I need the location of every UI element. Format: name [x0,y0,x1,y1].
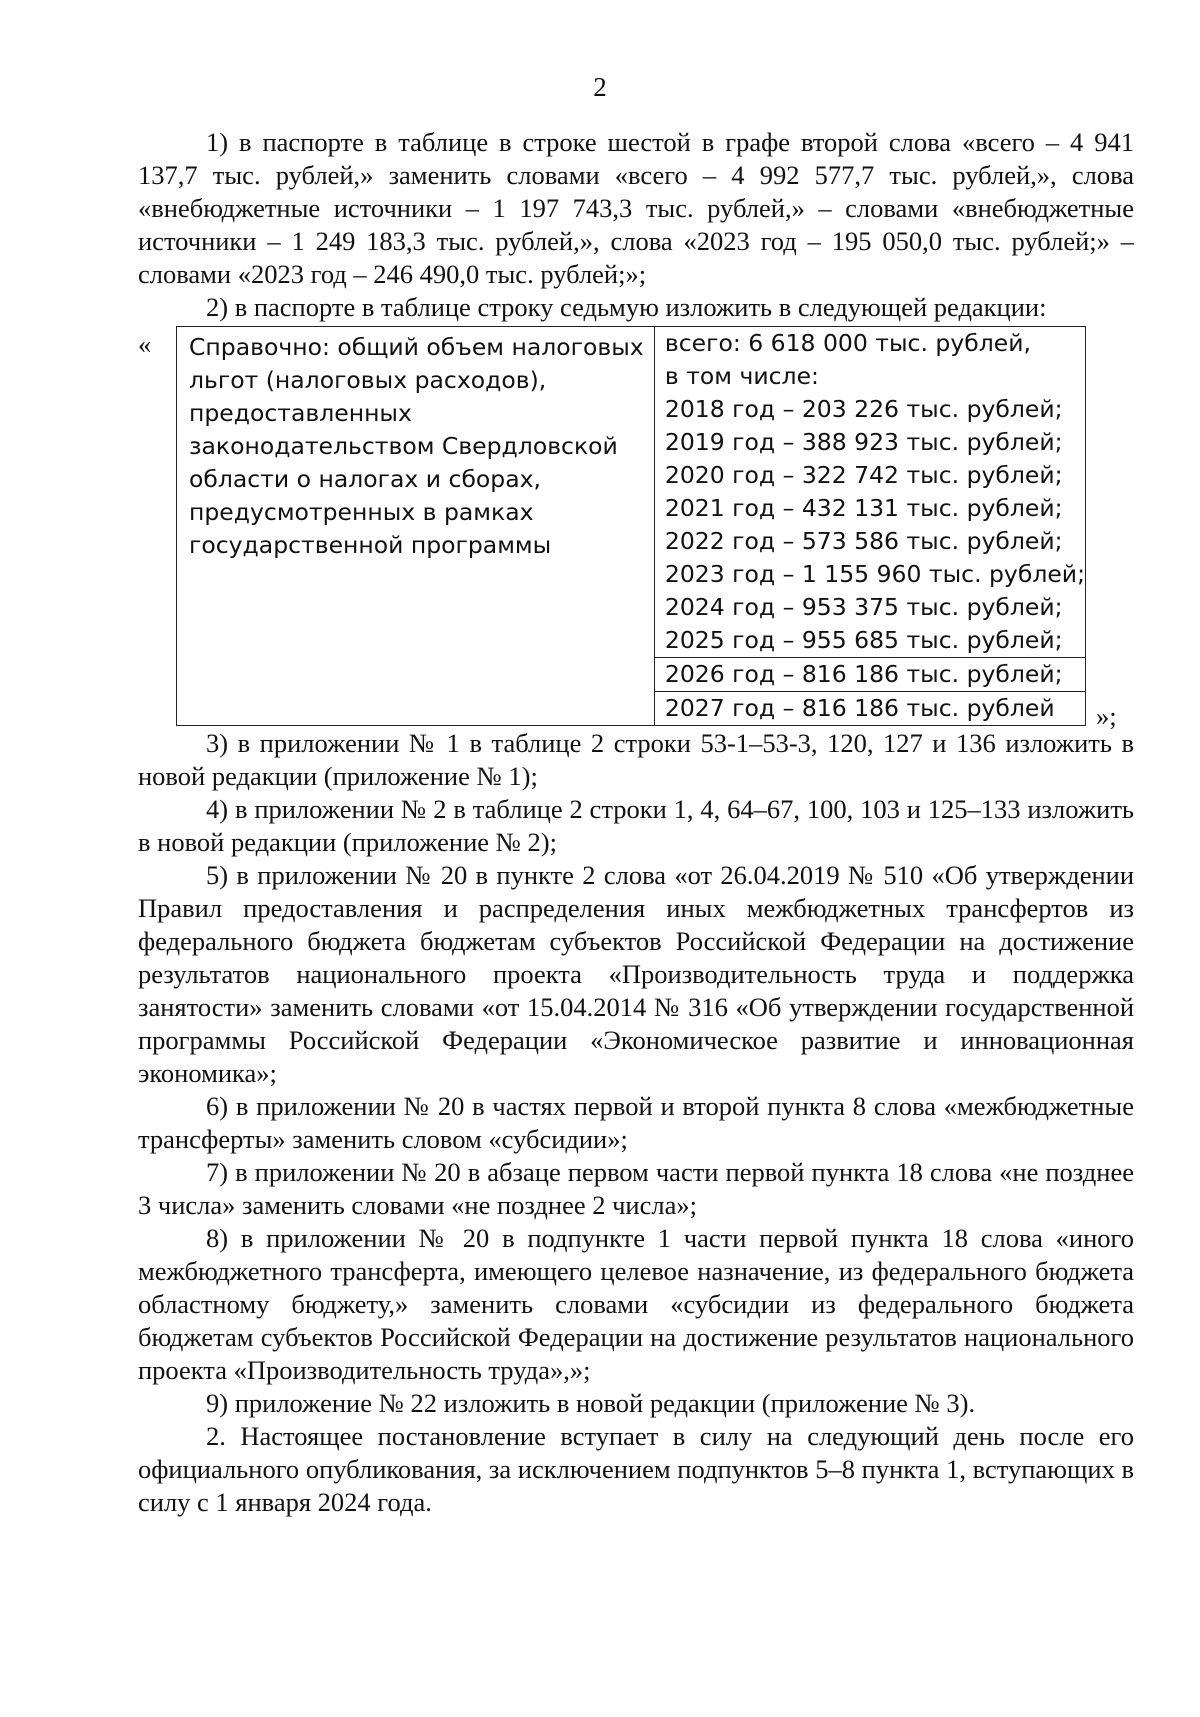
paragraph-item-3: 3) в приложении № 1 в таблице 2 строки 53-1–53-3, 120, 127 и 136 изложить в новой редакции (приложение № 1); [138,728,1134,791]
value-line: 2024 год – 953 375 тыс. рублей; [664,593,1063,621]
paragraph-item-1: 1) в паспорте в таблице в строке шестой в графе второй слова «всего – 4 941 137,7 тыс. рублей,» заменить словами «всего – 4 992 577,7 тыс. рублей,», слова «внебюджетные источники – 1 197 743,3 тыс. рублей,» – словами «внебюджетные источники – 1 249 183,3 тыс. рублей,», слова «2023 год – 195 050,0 тыс. рублей;» – словами «2023 год – 246 490,0 тыс. рублей;»; [138,127,1134,289]
document-body [138,126,1134,1519]
value-line: 2019 год – 388 923 тыс. рублей; [664,428,1063,456]
quote-close-mark: »; [1096,701,1117,731]
paragraph-item-6: 6) в приложении № 20 в частях первой и второй пункта 8 слова «межбюджетные трансферты» заменить словом «субсидии»; [138,1091,1134,1154]
paragraph-item-2: 2) в паспорте в таблице строку седьмую изложить в следующей редакции: [206,292,1047,322]
value-line: всего: 6 618 000 тыс. рублей, [664,329,1031,357]
paragraph-item-7: 7) в приложении № 20 в абзаце первом части первой пункта 18 слова «не позднее 3 числа» заменить словами «не позднее 2 числа»; [138,1157,1134,1220]
value-line: 2021 год – 432 131 тыс. рублей; [664,494,1063,522]
quote-open-mark: « [138,329,152,359]
value-line: 2018 год – 203 226 тыс. рублей; [664,395,1063,423]
paragraph-item-4: 4) в приложении № 2 в таблице 2 строки 1, 4, 64–67, 100, 103 и 125–133 изложить в новой редакции (приложение № 2); [138,794,1134,857]
table-cell-label: Справочно: общий объем налоговых льгот (налоговых расходов), предоставленных законодательством Свердловской области о налогах и сборах, предусмотренных в рамках государственной программы [177,327,655,726]
table-cell-values [654,327,1085,726]
value-line: 2020 год – 322 742 тыс. рублей; [664,461,1063,489]
table-row [177,327,1086,726]
paragraph-section-2: 2. Настоящее постановление вступает в силу на следующий день после его официального опубликования, за исключением подпунктов 5–8 пункта 1, вступающих в силу с 1 января 2024 года. [138,1421,1134,1517]
paragraph-item-5: 5) в приложении № 20 в пункте 2 слова «от 26.04.2019 № 510 «Об утверждении Правил предоставления и распределения иных межбюджетных трансфертов из федерального бюджета бюджетам субъектов Российской Федерации на достижение результатов национального проекта «Производительность труда и поддержка занятости» заменить словами «от 15.04.2014 № 316 «Об утверждении государственной программы Российской Федерации «Экономическое развитие и инновационная экономика»; [138,860,1134,1088]
passport-table [176,326,1086,726]
value-line: 2027 год – 816 186 тыс. рублей [655,691,1085,725]
value-line: 2025 год – 955 685 тыс. рублей; [664,626,1063,654]
page-number: 2 [593,72,607,102]
paragraph-item-8: 8) в приложении № 20 в подпункте 1 части первой пункта 18 слова «иного межбюджетного трансферта, имеющего целевое назначение, из федерального бюджета областному бюджету,» заменить словами «субсидии из федерального бюджета бюджетам субъектов Российской Федерации на достижение результатов национального проекта «Производительность труда»,»; [138,1223,1134,1385]
paragraph-item-9: 9) приложение № 22 изложить в новой редакции (приложение № 3). [206,1388,976,1418]
passport-table-block [138,324,1134,731]
value-line: 2023 год – 1 155 960 тыс. рублей; [664,560,1085,588]
value-line: в том числе: [664,362,819,390]
value-line: 2026 год – 816 186 тыс. рублей; [655,657,1085,691]
value-line: 2022 год – 573 586 тыс. рублей; [664,527,1063,555]
